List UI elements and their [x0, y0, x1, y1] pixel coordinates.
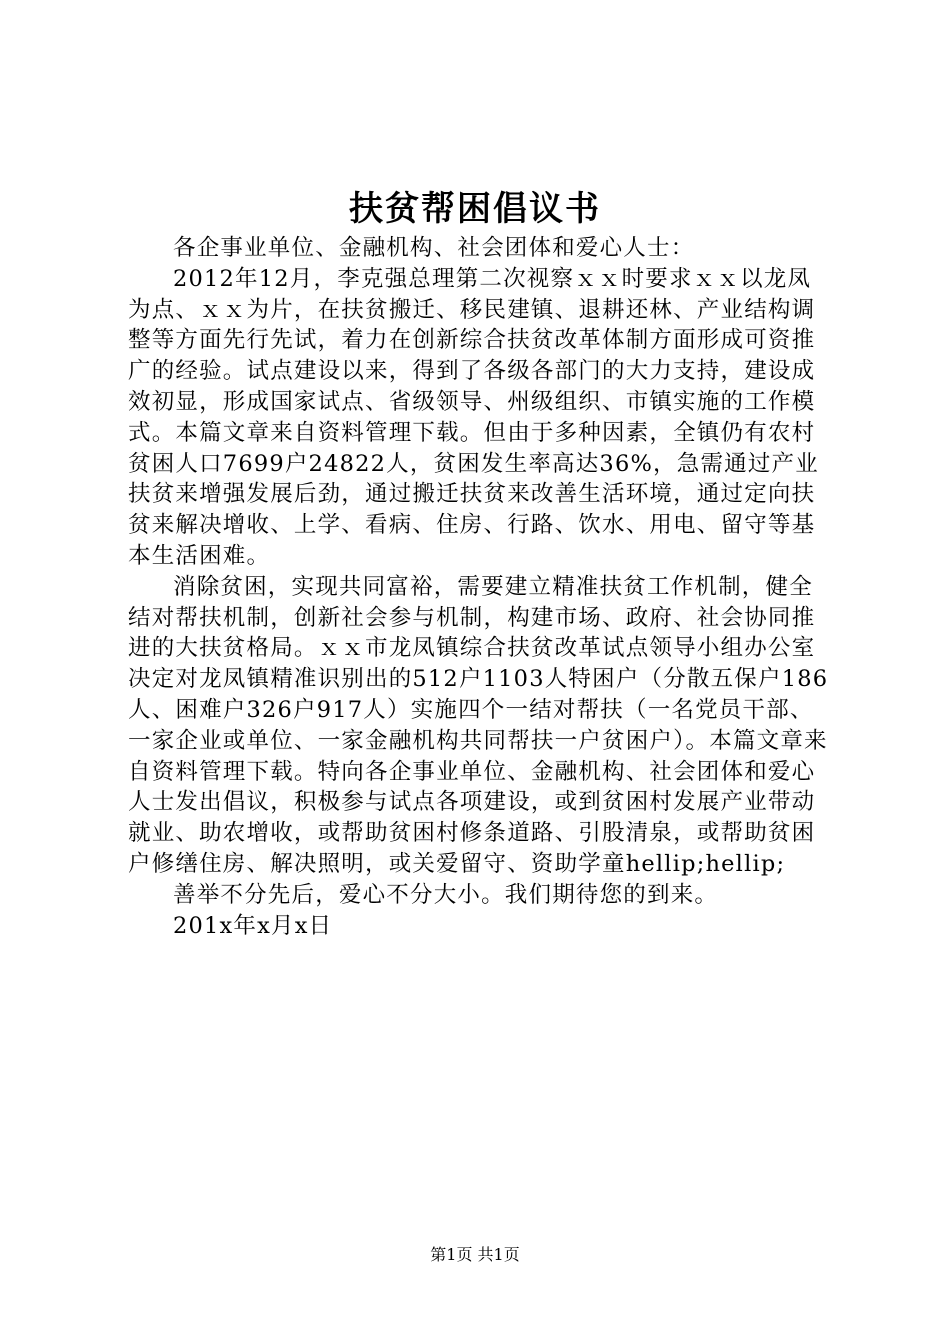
closing-paragraph: 善举不分先后，爱心不分大小。我们期待您的到来。 [173, 881, 719, 908]
document-body [128, 233, 832, 941]
body-paragraph-initiative: 消除贫困，实现共同富裕，需要建立精准扶贫工作机制，健全结对帮扶机制，创新社会参与机制，构建市场、政府、社会协同推进的大扶贫格局。ｘｘ市龙凤镇综合扶贫改革试点领导小组办公室决定对龙凤镇精准识别出的512户1103人特困户（分散五保户186人、困难户326户917人）实施四个一结对帮扶（一名党员干部、一家企业或单位、一家金融机构共同帮扶一户贫困户）。本篇文章来自资料管理下载。特向各企事业单位、金融机构、社会团体和爱心人士发出倡议，积极参与试点各项建设，或到贫困村发展产业带动就业、助农增收，或帮助贫困村修条道路、引股清泉，或帮助贫困户修缮住房、解决照明，或关爱留守、资助学童hellip;hellip; [128, 573, 829, 877]
document-title: 扶贫帮困倡议书 [349, 189, 601, 229]
page-footer: 第1页 共1页 [430, 1245, 520, 1264]
body-paragraph-background: 2012年12月，李克强总理第二次视察ｘｘ时要求ｘｘ以龙凤为点、ｘｘ为片，在扶贫搬迁、移民建镇、退耕还林、产业结构调整等方面先行先试，着力在创新综合扶贫改革体制方面形成可资推广的经验。试点建设以来，得到了各级各部门的大力支持，建设成效初显，形成国家试点、省级领导、州级组织、市镇实施的工作模式。本篇文章来自资料管理下载。但由于多种因素，全镇仍有农村贫困人口7699户24822人，贫困发生率高达36%，急需通过产业扶贫来增强发展后劲，通过搬迁扶贫来改善生活环境，通过定向扶贫来解决增收、上学、看病、住房、行路、饮水、用电、留守等基本生活困难。 [128, 265, 819, 569]
salutation-paragraph: 各企事业单位、金融机构、社会团体和爱心人士： [173, 235, 695, 261]
date-line: 201x年x月x日 [173, 912, 333, 939]
